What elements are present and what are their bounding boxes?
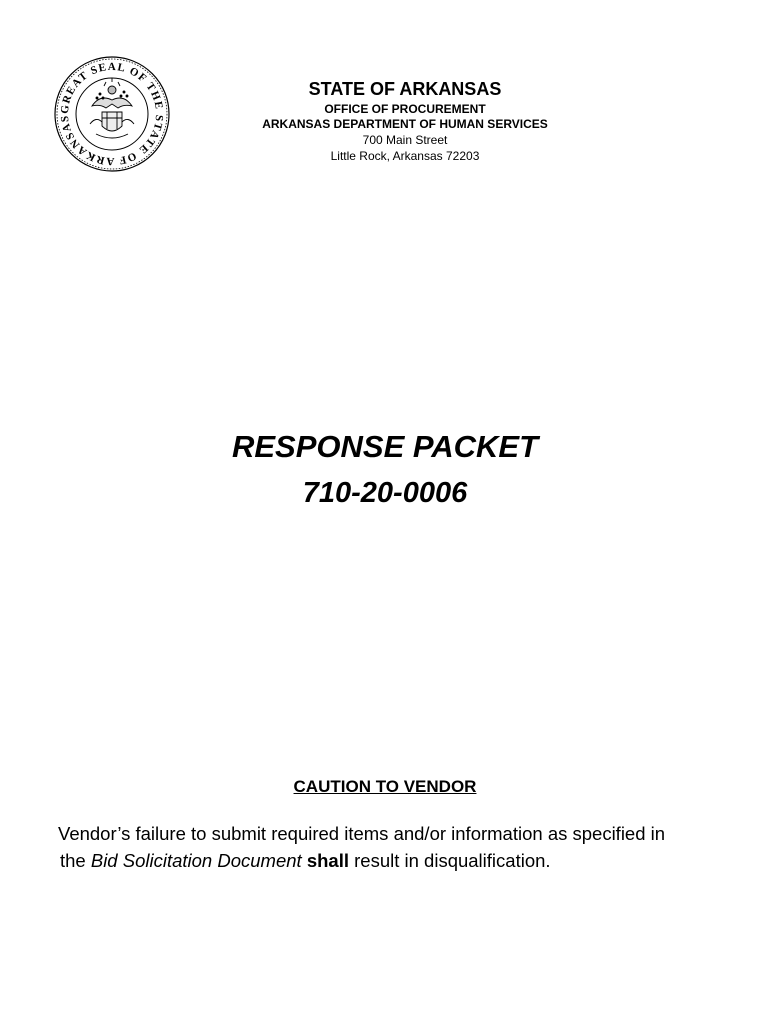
office-name: OFFICE OF PROCUREMENT <box>324 102 486 116</box>
caution-line-1: Vendor’s failure to submit required items and/or information as specified in <box>58 823 666 844</box>
solicitation-number: 710-20-0006 <box>302 477 468 509</box>
bid-solicitation-document-ref: Bid Solicitation Document <box>90 850 302 871</box>
letterhead <box>180 78 630 164</box>
caution-paragraph <box>58 820 748 874</box>
caution-line-2-post: result in disqualification. <box>348 850 551 871</box>
caution-line-2-pre: the <box>60 850 91 871</box>
state-name: STATE OF ARKANSAS <box>308 79 502 99</box>
caution-line-2 <box>58 847 748 874</box>
city-address: Little Rock, Arkansas 72203 <box>330 149 480 163</box>
caution-heading: CAUTION TO VENDOR <box>293 777 477 796</box>
title-heading: RESPONSE PACKET <box>231 429 539 464</box>
seal-ring-text: GREAT SEAL OF THE STATE OF ARKANSAS <box>58 60 166 168</box>
document-title <box>0 427 770 513</box>
state-seal-icon <box>52 54 172 174</box>
street-address: 700 Main Street <box>362 133 448 147</box>
department-name: ARKANSAS DEPARTMENT OF HUMAN SERVICES <box>262 117 548 131</box>
shall-emphasis: shall <box>306 850 349 871</box>
